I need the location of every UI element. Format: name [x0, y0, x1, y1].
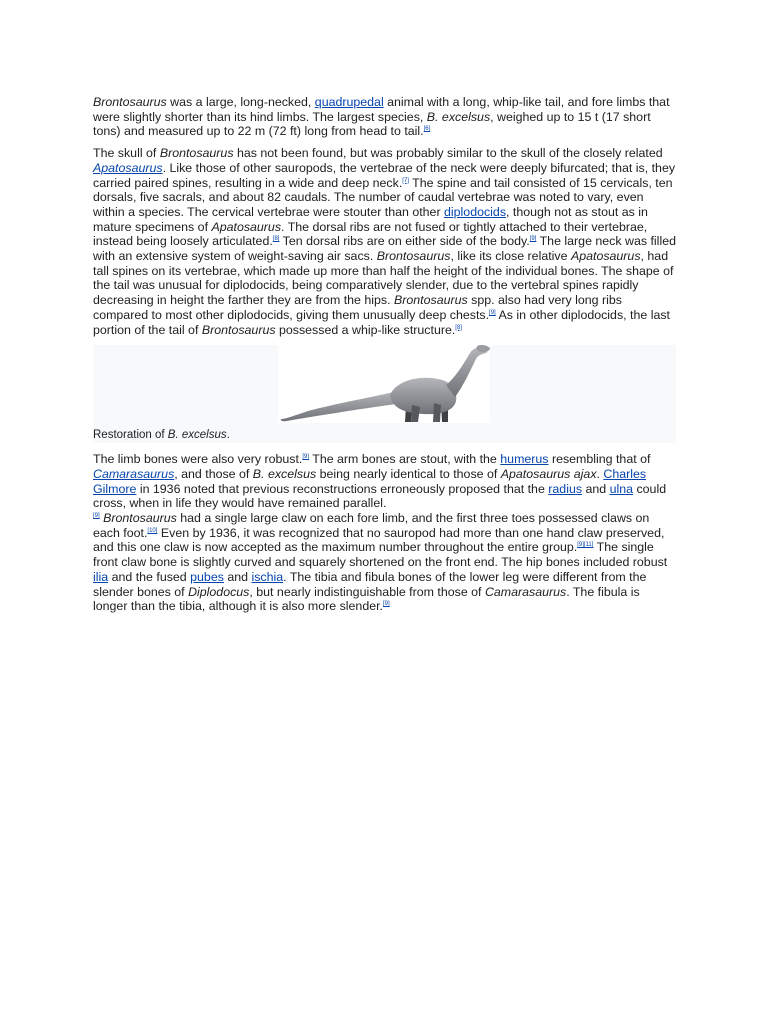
figure-caption — [93, 428, 230, 442]
link-radius[interactable]: radius — [548, 481, 583, 496]
text-run: . The fibula is longer than the tibia, although it is also more slender. — [93, 584, 640, 614]
text-run: animal with a long, whip-like tail, and fore limbs that were slightly shorter than its hind limbs. The largest species, — [93, 95, 670, 124]
link-ilia[interactable]: ilia — [93, 569, 109, 584]
text-run: resembling that of — [548, 452, 651, 467]
italic-genus: Diplodocus — [188, 584, 250, 599]
italic-genus: Brontosaurus — [93, 95, 167, 109]
italic-genus: Brontosaurus — [201, 322, 276, 337]
text-run: has not been found, but was probably similar to the skull of the closely related — [233, 146, 663, 161]
text-run: being nearly identical to those of — [316, 466, 501, 481]
text-run: in 1936 noted that previous reconstructions erroneously proposed that the — [136, 481, 549, 496]
article-body — [93, 95, 676, 614]
link-apatosaurus[interactable]: Apatosaurus — [93, 160, 163, 175]
citation-ref[interactable]: [6] — [423, 126, 431, 133]
text-run: The spine and tail consisted of 15 cervicals, ten dorsals, five sacrals, and about 82 caudals. The number of caudal vertebrae was noted to vary, even within a species. The cervical vertebrae were stouter than other — [93, 175, 673, 219]
link-pubes[interactable]: pubes — [190, 569, 224, 584]
text-run: , had tall spines on its vertebrae, which made up more than half the height of the individual bones. The shape of the tail was unusual for diplodocids, being comparatively slender, due to the vertebral spines rapidly decreasing in height the farther they are from the hips. — [93, 249, 674, 308]
text-run: The limb bones were also very robust. — [93, 452, 303, 467]
paragraph-description — [93, 95, 676, 139]
text-run: . — [226, 429, 230, 442]
italic-genus: Camarasaurus — [484, 584, 567, 599]
italic-genus: Apatosaurus — [570, 249, 641, 264]
text-run: had a single large claw on each fore limb, and the first three toes possessed claws on each foot. — [93, 511, 650, 540]
citation-ref[interactable]: [8] — [272, 236, 280, 243]
italic-genus: Brontosaurus — [394, 293, 468, 308]
citation-ref[interactable]: [9] — [93, 513, 100, 520]
italic-species: Apatosaurus ajax — [500, 466, 597, 481]
sauropod-silhouette-icon — [278, 345, 490, 423]
link-humerus[interactable]: humerus — [500, 452, 549, 467]
text-run: , though not as stout as in mature specimens of — [93, 204, 648, 234]
citation-ref[interactable]: [10] — [147, 527, 158, 534]
link-charles-gilmore[interactable]: Charles Gilmore — [93, 466, 647, 496]
italic-genus: Brontosaurus — [376, 249, 451, 264]
italic-species: B. excelsus — [252, 466, 317, 481]
text-run: . The tibia and fibula bones of the lower leg were different from the slender bones of — [93, 569, 647, 599]
text-run: . — [596, 466, 604, 481]
link-diplodocids[interactable]: diplodocids — [444, 204, 507, 219]
link-quadrupedal[interactable]: quadrupedal — [314, 95, 384, 109]
italic-species: B. excelsus — [426, 109, 491, 124]
citation-ref[interactable]: [9][11] — [577, 542, 594, 549]
link-ulna[interactable]: ulna — [609, 481, 634, 496]
text-run: , but nearly indistinguishable from those of — [249, 584, 485, 599]
text-run: spp. also had very long ribs compared to most other diplodocids, giving them unusually deep chests. — [93, 293, 622, 322]
paragraph-limbs — [93, 452, 676, 614]
italic-genus: Apatosaurus — [211, 219, 282, 234]
citation-ref[interactable]: [9] — [529, 236, 537, 243]
citation-ref[interactable]: [8] — [455, 324, 462, 331]
italic-species: B. excelsus — [167, 429, 227, 442]
text-run: Ten dorsal ribs are on either side of the body. — [279, 234, 530, 249]
link-camarasaurus[interactable]: Camarasaurus — [93, 466, 175, 481]
text-run: Even by 1936, it was recognized that no sauropod had more than one hand claw preserved, and this one claw is now accepted as the maximum number throughout the entire group. — [93, 525, 665, 555]
text-run: , weighed up to 15 t (17 short tons) and measured up to 22 m (72 ft) long from head to tail. — [93, 109, 651, 139]
text-run: and — [223, 569, 252, 584]
text-run: possessed a whip-like structure. — [275, 322, 456, 337]
text-run: . The dorsal ribs are not fused or tightly attached to their vertebrae, instead being loosely articulated. — [93, 219, 648, 249]
brontosaurus-illustration[interactable] — [278, 345, 490, 423]
text-run: and — [582, 481, 610, 496]
text-run: As in other diplodocids, the last portion of the tail of — [93, 307, 670, 337]
text-run: and the fused — [108, 569, 191, 584]
text-run: , and those of — [174, 466, 253, 481]
text-run: Restoration of — [93, 429, 168, 442]
text-run: The skull of — [93, 146, 160, 161]
citation-ref[interactable]: [7] — [402, 177, 409, 184]
text-run: . Like those of other sauropods, the vertebrae of the neck were deeply bifurcated; that is, they carried paired spines, resulting in a wide and deep neck. — [93, 160, 676, 190]
text-run: , like its close relative — [450, 249, 571, 264]
italic-genus: Brontosaurus — [103, 511, 177, 526]
text-run: The large neck was filled with an extensive system of weight-saving air sacs. — [93, 234, 676, 264]
text-run: could cross, when in life they would have remained parallel. — [93, 481, 667, 511]
citation-ref[interactable]: [9] — [382, 601, 390, 608]
citation-ref[interactable]: [9] — [302, 454, 310, 461]
text-run: The single front claw bone is slightly curved and squarely shortened on the front end. The hip bones included robust — [93, 540, 668, 570]
paragraph-skull — [93, 146, 676, 337]
citation-ref[interactable]: [9] — [489, 309, 496, 316]
restoration-figure — [93, 345, 676, 443]
text-run: was a large, long-necked, — [166, 95, 315, 109]
link-ischia[interactable]: ischia — [251, 569, 284, 584]
italic-genus: Brontosaurus — [159, 146, 234, 161]
text-run: The arm bones are stout, with the — [309, 452, 501, 467]
